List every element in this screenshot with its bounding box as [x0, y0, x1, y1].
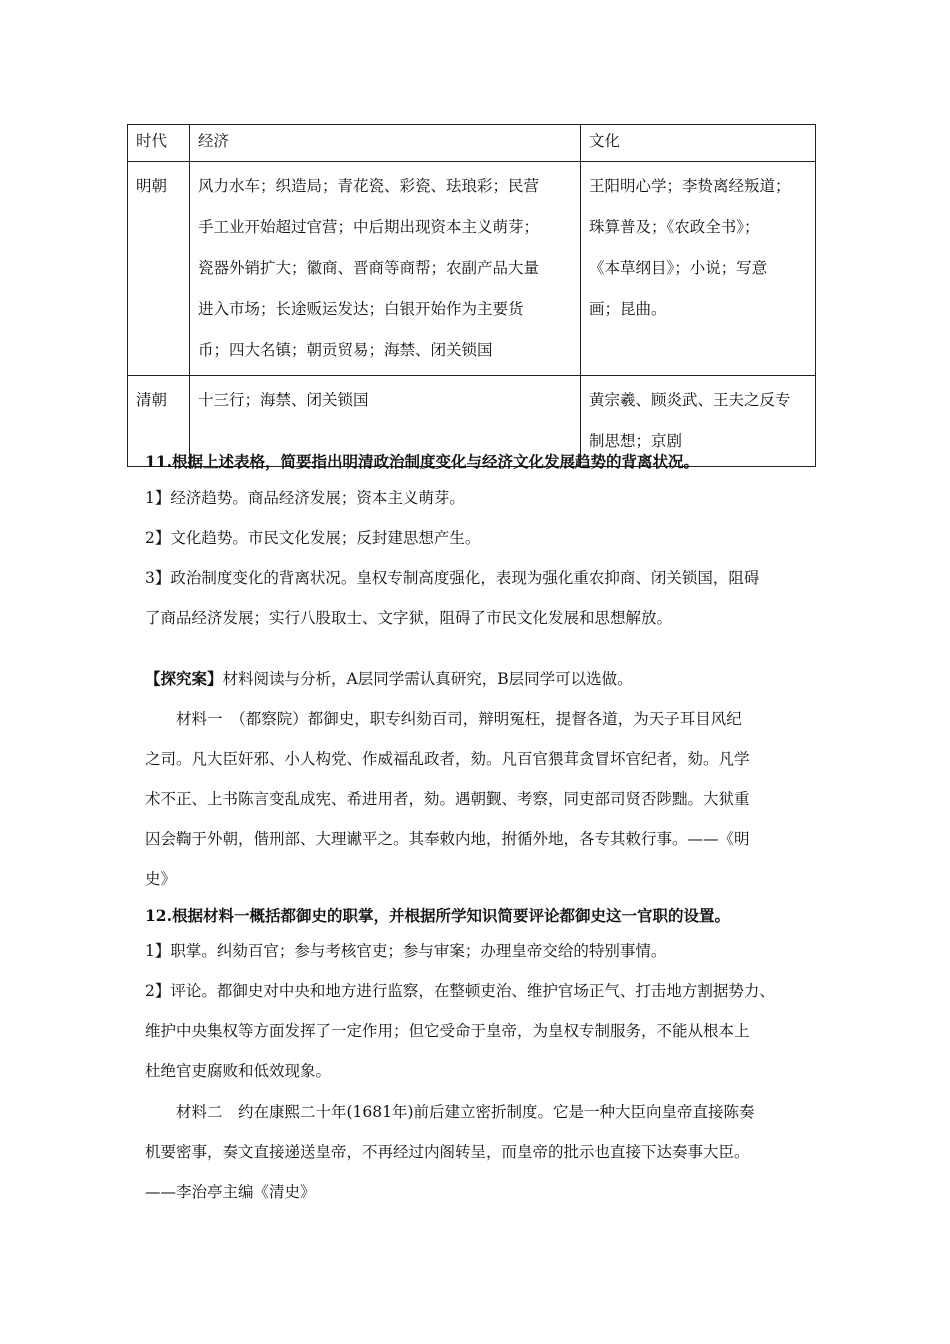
culture-line: 制思想；京剧: [589, 432, 683, 450]
question-12-answers: [145, 931, 825, 1091]
question-11-text: 11.根据上述表格，简要指出明清政治制度变化与经济文化发展趋势的背离状况。: [145, 452, 699, 471]
question-12-text: 12.根据材料一概括都御史的职掌，并根据所学知识简要评论都御史这一官职的设置。: [145, 906, 730, 925]
material-1: [145, 699, 825, 899]
header-era: 时代: [128, 125, 190, 162]
culture-line: 王阳明心学；李贽离经叛道；: [589, 177, 791, 195]
explore-line: [145, 659, 825, 699]
material-2: [145, 1092, 825, 1212]
answer-line: 1】职掌。纠劾百官；参与考核官吏；参与审案；办理皇帝交给的特别事情。: [145, 942, 667, 960]
culture-line: 黄宗羲、顾炎武、王夫之反专: [589, 391, 791, 409]
material-line: 囚会鞫于外朝，偕刑部、大理谳平之。其奉敕内地，拊循外地，各专其敕行事。——《明: [145, 830, 750, 848]
economy-line: 手工业开始超过官营；中后期出现资本主义萌芽；: [198, 218, 540, 236]
material-line: 之司。凡大臣奸邪、小人构党、作威福乱政者，劾。凡百官猥茸贪冒坏官纪者，劾。凡学: [145, 750, 750, 768]
ming-qing-table: [127, 124, 816, 467]
header-culture: 文化: [581, 125, 816, 162]
explore-tag: 【探究案】: [145, 669, 223, 688]
answer-line: 2】评论。都御史对中央和地方进行监察，在整顿吏治、维护官场正气、打击地方割据势力、: [145, 982, 775, 1000]
culture-line: 《本草纲目》；小说；写意: [589, 259, 768, 277]
answer-line: 了商品经济发展；实行八股取士、文字狱，阻碍了市民文化发展和思想解放。: [145, 609, 673, 627]
economy-line: 十三行；海禁、闭关锁国: [198, 391, 369, 409]
era-cell: 清朝: [128, 376, 190, 467]
table-header-row: [128, 125, 816, 162]
answer-line: 杜绝官吏腐败和低效现象。: [145, 1062, 332, 1080]
economy-line: 进入市场；长途贩运发达；白银开始作为主要货: [198, 300, 524, 318]
question-11: [145, 452, 825, 472]
answer-line: 1】经济趋势。商品经济发展；资本主义萌芽。: [145, 489, 465, 507]
explore-text: 材料阅读与分析，A层同学需认真研究，B层同学可以选做。: [222, 670, 633, 688]
material-line: 史》: [145, 870, 177, 888]
header-economy: 经济: [190, 125, 581, 162]
economy-line: 币；四大名镇；朝贡贸易；海禁、闭关锁国: [198, 341, 493, 359]
answer-line: 3】政治制度变化的背离状况。皇权专制高度强化，表现为强化重农抑商、闭关锁国，阻碍: [145, 569, 760, 587]
answer-line: 2】文化趋势。市民文化发展；反封建思想产生。: [145, 529, 481, 547]
era-cell: 明朝: [128, 162, 190, 376]
economy-cell: [190, 162, 581, 376]
explore-section: [145, 659, 825, 699]
economy-line: 瓷器外销扩大；徽商、晋商等商帮；农副产品大量: [198, 259, 540, 277]
material-line: 机要密事，奏文直接递送皇帝，不再经过内阁转呈，而皇帝的批示也直接下达奏事大臣。: [145, 1143, 750, 1161]
question-11-answers: [145, 478, 825, 638]
culture-cell: [581, 162, 816, 376]
answer-line: 维护中央集权等方面发挥了一定作用；但它受命于皇帝，为皇权专制服务，不能从根本上: [145, 1022, 750, 1040]
material-line: 术不正、上书陈言变乱成宪、希进用者，劾。遇朝觐、考察，同吏部司贤否陟黜。大狱重: [145, 790, 750, 808]
material-line: 材料一 （都察院）都御史，职专纠劾百司，辩明冤枉，提督各道，为天子耳目风纪: [176, 710, 742, 728]
material-line: 材料二 约在康熙二十年(1681年)前后建立密折制度。它是一种大臣向皇帝直接陈奏: [176, 1103, 755, 1121]
culture-line: 画；昆曲。: [589, 300, 667, 318]
economy-line: 风力水车；织造局；青花瓷、彩瓷、珐琅彩；民营: [198, 177, 540, 195]
table-row-ming: [128, 162, 816, 376]
material-line: ——李治亭主编《清史》: [145, 1183, 316, 1201]
culture-line: 珠算普及；《农政全书》；: [589, 218, 760, 236]
question-12: [145, 906, 825, 926]
